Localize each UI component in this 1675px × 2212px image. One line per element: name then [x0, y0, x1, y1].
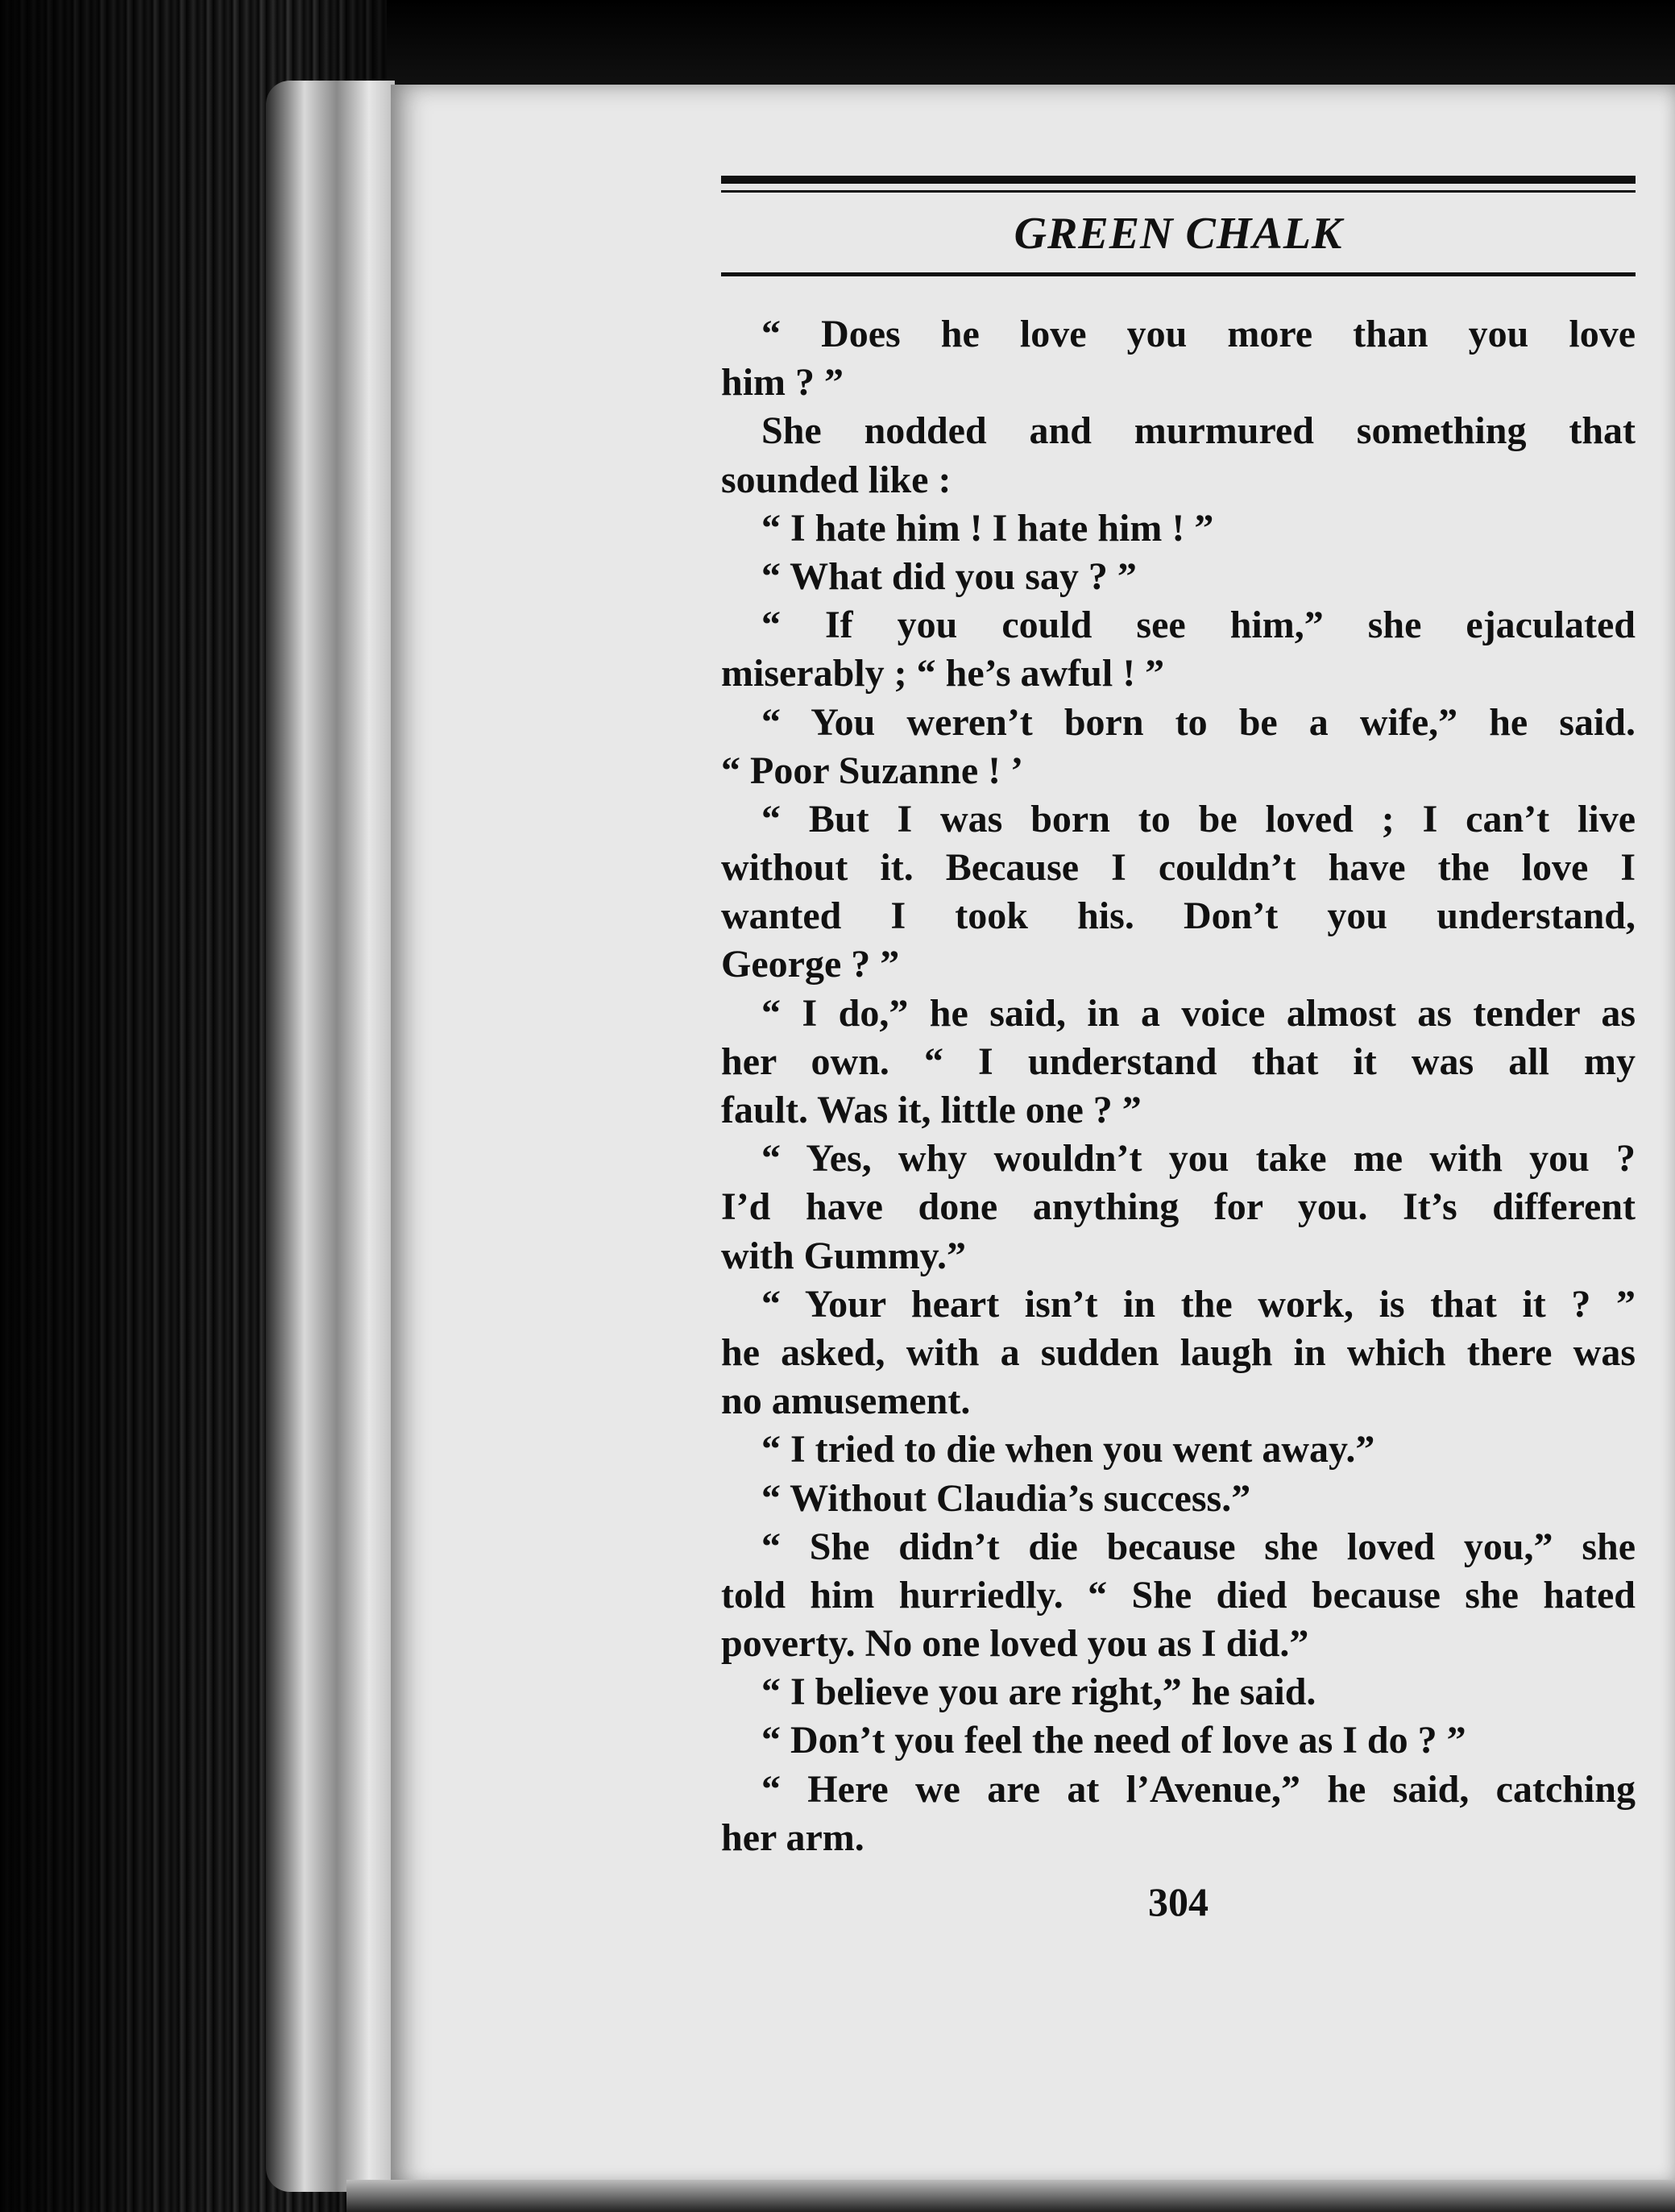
text-line: him ? ” — [721, 361, 844, 405]
text-line: no amusement. — [721, 1380, 971, 1423]
body-text — [721, 310, 1636, 1862]
text-line: “ Here we are at l’Avenue,” he said, catching — [761, 1767, 1636, 1811]
text-line: “ Does he love you more than you love — [761, 313, 1636, 355]
text-line: sounded like : — [721, 458, 952, 501]
text-line: told him hurriedly. “ She died because she hated — [721, 1573, 1636, 1616]
running-head: GREEN CHALK — [1014, 209, 1343, 259]
text-line: “ I believe you are right,” he said. — [761, 1670, 1316, 1714]
text-line: he asked, with a sudden laugh in which there was — [721, 1330, 1636, 1374]
text-line: her own. “ I understand that it was all my — [721, 1040, 1636, 1083]
book-binding-edge — [266, 81, 395, 2192]
text-line: “ I tried to die when you went away.” — [761, 1428, 1375, 1471]
text-line: miserably ; “ he’s awful ! ” — [721, 652, 1165, 695]
book-bottom-edge — [346, 2180, 1675, 2212]
text-line: “ I hate him ! I hate him ! ” — [761, 506, 1214, 550]
text-line: poverty. No one loved you as I did.” — [721, 1622, 1309, 1666]
text-line: I’d have done anything for you. It’s different — [721, 1185, 1636, 1229]
header-rule-thin — [721, 190, 1636, 193]
text-line: “ If you could see him,” she ejaculated — [761, 604, 1636, 647]
text-line: wanted I took his. Don’t you understand, — [721, 894, 1636, 938]
text-line: “ But I was born to be loved ; I can’t live — [761, 797, 1636, 840]
text-line: “ Your heart isn’t in the work, is that it ? ” — [761, 1282, 1636, 1326]
text-line: “ You weren’t born to be a wife,” he said. — [761, 700, 1636, 744]
text-line: “ She didn’t die because she loved you,” she — [761, 1525, 1636, 1568]
header-rule-thick — [721, 176, 1636, 184]
text-line: fault. Was it, little one ? ” — [721, 1089, 1142, 1131]
text-line: “ I do,” he said, in a voice almost as tender as — [761, 991, 1636, 1035]
text-line: She nodded and murmured something that — [761, 409, 1636, 453]
text-line: with Gummy.” — [721, 1234, 967, 1277]
text-line: “ Without Claudia’s success.” — [761, 1476, 1251, 1520]
header-rule-bottom — [721, 272, 1636, 276]
text-line: “ Don’t you feel the need of love as I do ? ” — [761, 1719, 1466, 1762]
page-number: 304 — [1148, 1879, 1209, 1924]
text-line: “ Yes, why wouldn’t you take me with you ? — [761, 1137, 1636, 1181]
text-line: “ Poor Suzanne ! ’ — [721, 749, 1024, 792]
text-line: without it. Because I couldn’t have the love I — [721, 846, 1636, 890]
text-line: her arm. — [721, 1816, 864, 1859]
text-line: “ What did you say ? ” — [761, 554, 1137, 598]
text-line: George ? ” — [721, 943, 900, 986]
